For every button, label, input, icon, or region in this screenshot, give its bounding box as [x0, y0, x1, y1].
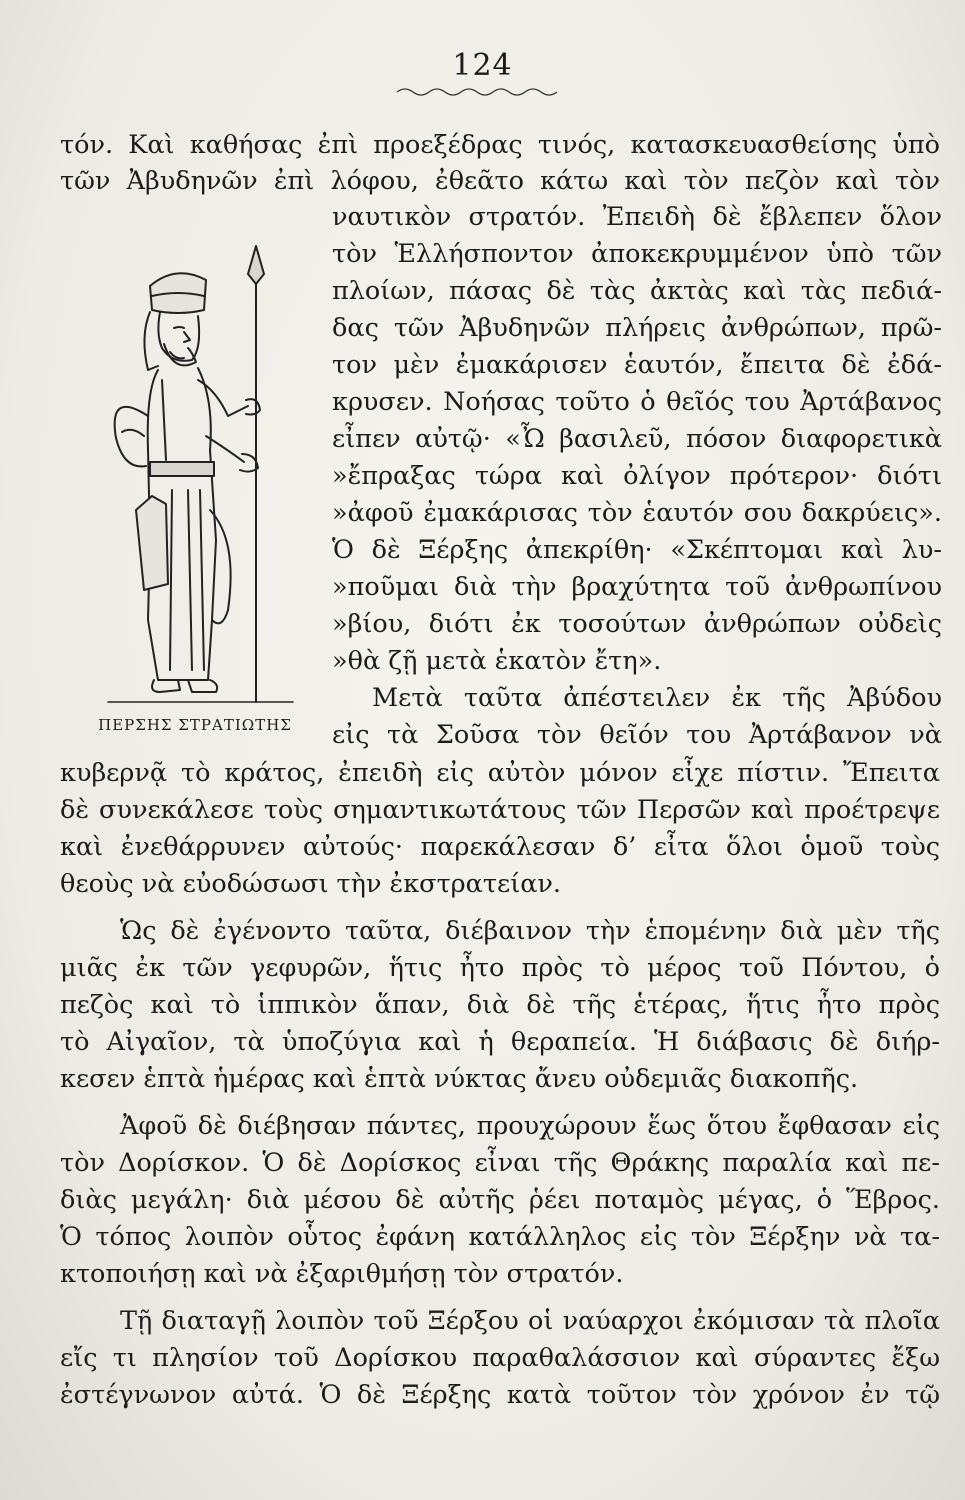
text-line: Ὁ δὲ Ξέρξης ἀπεκρίθη· «Σκέπτομαι καὶ λυ-	[332, 535, 942, 565]
text-line: »θὰ ζῇ μετὰ ἑκατὸν ἔτη».	[332, 646, 662, 676]
ornament-rule	[395, 84, 565, 100]
text-line: εἰς τὰ Σοῦσα τὸν θεῖόν του Ἀρτάβανον νὰ	[332, 720, 942, 750]
text-line: διὰς μεγάλη· διὰ μέσου δὲ αὐτῆς ῥέει ποταμὸς μέγας, ὁ Ἕβρος.	[60, 1185, 940, 1215]
text-line: Ὡς δὲ ἐγένοντο ταῦτα, διέβαινον τὴν ἑπομένην διὰ μὲν τῆς	[120, 916, 940, 946]
text-line: τον μὲν ἐμακάρισεν ἑαυτόν, ἔπειτα δὲ ἐδά-	[332, 350, 942, 380]
text-line: τὸν Δορίσκον. Ὁ δὲ Δορίσκος εἶναι τῆς Θράκης παραλία καὶ πε-	[60, 1148, 940, 1178]
text-line: »βίου, διότι ἐκ τοσούτων ἀνθρώπων οὐδεὶς	[332, 609, 942, 639]
text-line: τὸν Ἑλλήσποντον ἀποκεκρυμμένον ὑπὸ τῶν	[332, 239, 942, 269]
text-line: »ἀφοῦ ἐμακάρισας τὸν ἑαυτόν σου δακρύεις».	[332, 498, 942, 528]
text-line: κεσεν ἑπτὰ ἡμέρας καὶ ἑπτὰ νύκτας ἄνευ οὐδεμιᾶς διακοπῆς.	[60, 1064, 859, 1094]
text-line: θεοὺς νὰ εὐοδώσωσι τὴν ἐκστρατείαν.	[60, 869, 562, 899]
figure-caption: ΠΕΡΣΗΣ ΣΤΡΑΤΙΩΤΗΣ	[98, 716, 292, 734]
text-line: τὸ Αἰγαῖον, τὰ ὑποζύγια καὶ ἡ θεραπεία. Ἡ διάβασις δὲ διήρ-	[60, 1027, 940, 1057]
text-line: δὲ συνεκάλεσε τοὺς σημαντικωτάτους τῶν Περσῶν καὶ προέτρεψε	[60, 795, 940, 825]
text-line: καὶ ἐνεθάρρυνεν αὐτούς· παρεκάλεσαν δ’ εἶτα ὅλοι ὁμοῦ τοὺς	[60, 832, 940, 862]
text-line: εἴς τι πλησίον τοῦ Δορίσκου παραθαλάσσιον καὶ σύραντες ἔξω	[60, 1343, 940, 1373]
text-line: εἶπεν αὐτῷ· «Ὦ βασιλεῦ, πόσον διαφορετικὰ	[332, 424, 942, 454]
text-line: Τῇ διαταγῇ λοιπὸν τοῦ Ξέρξου οἱ ναύαρχοι ἐκόμισαν τὰ πλοῖα	[120, 1306, 940, 1336]
text-line: »ποῦμαι διὰ τὴν βραχύτητα τοῦ ἀνθρωπίνου	[332, 572, 942, 602]
text-line: τῶν Ἀβυδηνῶν ἐπὶ λόφου, ἐθεᾶτο κάτω καὶ τὸν πεζὸν καὶ τὸν	[60, 166, 940, 196]
text-line: »ἔπραξας τώρα καὶ ὀλίγον πρότερον· διότι	[332, 461, 942, 491]
text-line: πλοίων, πάσας δὲ τὰς ἀκτὰς καὶ τὰς πεδιά-	[332, 276, 942, 306]
page-number: 124	[452, 48, 513, 83]
text-line: κτοποιήσῃ καὶ νὰ ἐξαριθμήσῃ τὸν στρατόν.	[60, 1259, 624, 1289]
text-line: ἐστέγνωνον αὐτά. Ὁ δὲ Ξέρξης κατὰ τοῦτον τὸν χρόνον ἐν τῷ	[60, 1380, 940, 1410]
text-line: πεζὸς καὶ τὸ ἱππικὸν ἅπαν, διὰ δὲ τῆς ἑτέρας, ἥτις ἦτο πρὸς	[60, 990, 940, 1020]
text-line: Μετὰ ταῦτα ἀπέστειλεν ἐκ τῆς Ἀβύδου	[372, 683, 942, 713]
persian-soldier-illustration	[88, 240, 298, 710]
text-line: Ἀφοῦ δὲ διέβησαν πάντες, προυχώρουν ἕως ὅτου ἔφθασαν εἰς	[120, 1111, 940, 1141]
text-line: δας τῶν Ἀβυδηνῶν πλήρεις ἀνθρώπων, πρῶ-	[332, 313, 942, 343]
text-line: Ὁ τόπος λοιπὸν οὗτος ἐφάνη κατάλληλος εἰς τὸν Ξέρξην νὰ τα-	[60, 1222, 940, 1252]
text-line: ναυτικὸν στρατόν. Ἐπειδὴ δὲ ἔβλεπεν ὅλον	[332, 202, 942, 232]
text-line: κρυσεν. Νοήσας τοῦτο ὁ θεῖός του Ἀρτάβανος	[332, 387, 942, 417]
text-line: μιᾶς ἐκ τῶν γεφυρῶν, ἥτις ἦτο πρὸς τὸ μέρος τοῦ Πόντου, ὁ	[60, 953, 940, 983]
text-line: κυβερνᾷ τὸ κράτος, ἐπειδὴ εἰς αὐτὸν μόνον εἶχε πίστιν. Ἔπειτα	[60, 758, 940, 788]
text-line: τόν. Καὶ καθήσας ἐπὶ προεξέδρας τινός, κατασκευασθείσης ὑπὸ	[60, 130, 940, 160]
